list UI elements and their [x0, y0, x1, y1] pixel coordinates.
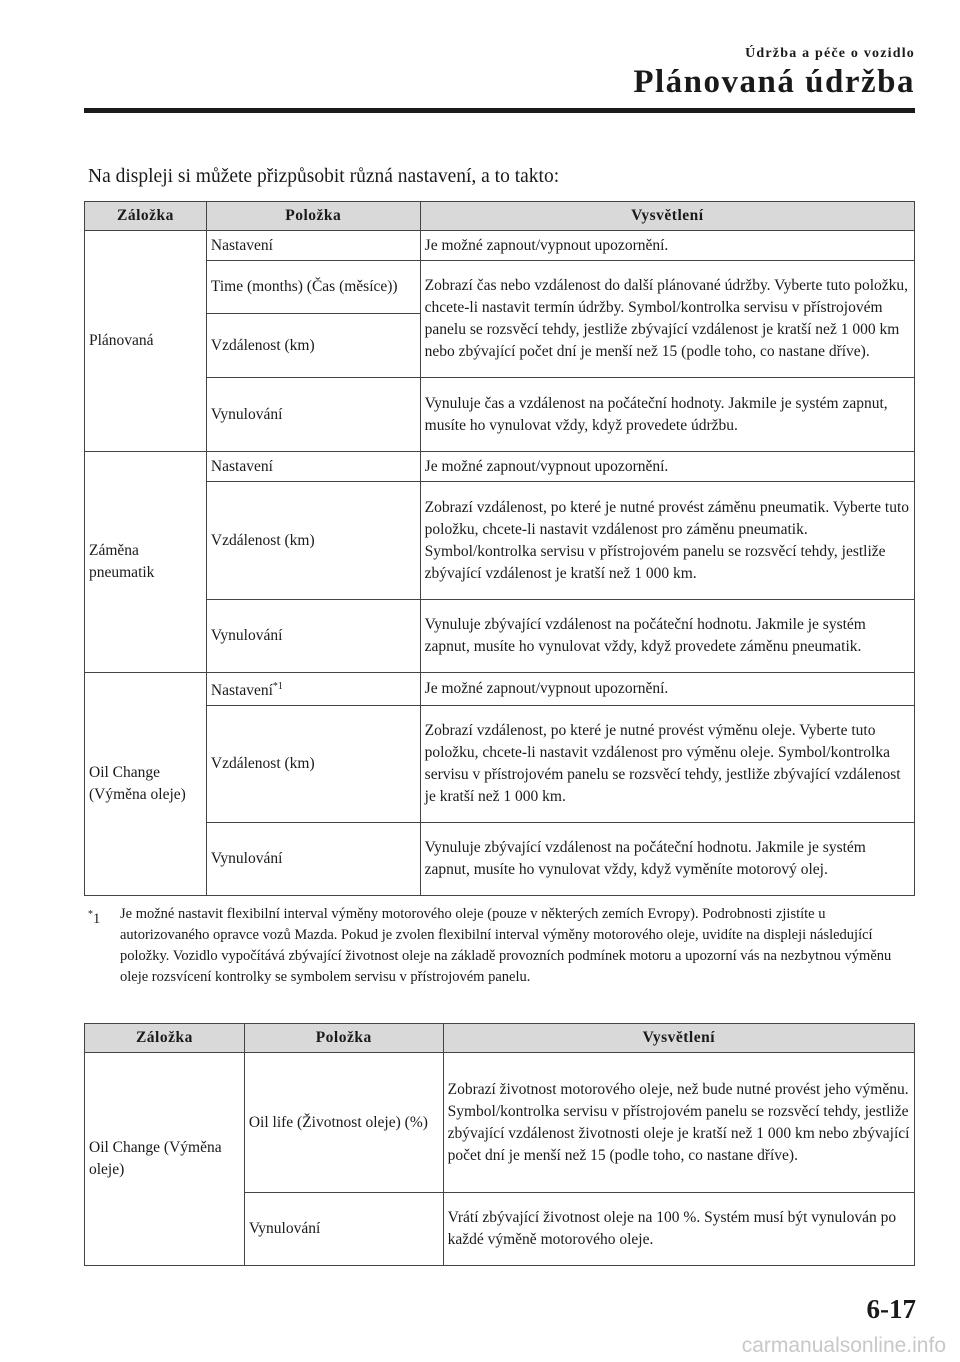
column-header-tab: Záložka — [85, 1024, 245, 1053]
table-row — [85, 673, 915, 706]
explanation-cell: Vrátí zbývající životnost oleje na 100 %. Systém musí být vynulován po každé výměně motorového oleje. — [443, 1193, 914, 1266]
column-header-tab: Záložka — [85, 202, 207, 231]
table-row — [85, 261, 915, 314]
tab-cell: Plánovaná — [85, 231, 207, 452]
item-cell: Nastavení — [206, 452, 420, 482]
explanation-cell: Je možné zapnout/vypnout upozornění. — [420, 231, 914, 261]
table-header-row — [85, 1024, 915, 1053]
footnote — [88, 904, 918, 988]
item-cell — [206, 673, 420, 706]
watermark: carmanualsonline.info — [741, 1334, 946, 1357]
item-cell: Oil life (Životnost oleje) (%) — [244, 1053, 443, 1193]
column-header-item: Položka — [206, 202, 420, 231]
item-cell: Vzdálenost (km) — [206, 314, 420, 378]
tab-cell: Oil Change (Výměna oleje) — [85, 1053, 245, 1266]
item-cell: Vynulování — [206, 823, 420, 896]
explanation-cell: Vynuluje zbývající vzdálenost na počáteční hodnotu. Jakmile je systém zapnut, musíte ho vynulovat vždy, když vyměníte motorový olej. — [420, 823, 914, 896]
footnote-text: Je možné nastavit flexibilní interval výměny motorového oleje (pouze v některých zemích Evropy). Podrobnosti zjistíte u autorizovaného opravce vozů Mazda. Pokud je zvolen flexibilní interval výměny motorového oleje, uvidíte na displeji následující položky. Vozidlo vypočítává zbývající životnost oleje na základě provozních podmínek motoru a upozorní vás na nezbytnou výměnu oleje rozsvícení kontrolky se symbolem servisu v přístrojovém panelu. — [120, 906, 892, 985]
item-cell: Vynulování — [244, 1193, 443, 1266]
explanation-cell: Zobrazí vzdálenost, po které je nutné provést výměnu oleje. Vyberte tuto položku, chcete-li nastavit vzdálenost pro výměnu oleje. Symbol/kontrolka servisu v přístrojovém panelu se rozsvěcí tehdy, jestliže zbývající vzdálenost je kratší než 1 000 km. — [420, 706, 914, 823]
section-title: Údržba a péče o vozidlo — [745, 46, 915, 61]
item-cell: Vynulování — [206, 378, 420, 452]
column-header-explanation: Vysvětlení — [420, 202, 914, 231]
item-cell: Vzdálenost (km) — [206, 482, 420, 600]
item-cell: Vynulování — [206, 600, 420, 673]
header-rule — [84, 108, 915, 113]
table-header-row — [85, 202, 915, 231]
tab-cell: Záměna pneumatik — [85, 452, 207, 673]
page-number: 6-17 — [866, 1294, 916, 1324]
column-header-item: Položka — [244, 1024, 443, 1053]
item-cell: Time (months) (Čas (měsíce)) — [206, 261, 420, 314]
footnote-marker: *1 — [88, 909, 101, 927]
settings-table — [84, 201, 915, 896]
explanation-cell: Zobrazí životnost motorového oleje, než bude nutné provést jeho výměnu. Symbol/kontrolka servisu v přístrojovém panelu se rozsvěcí tehdy, jestliže zbývající vzdálenost životnosti oleje je kratší než 1 000 km nebo zbývající počet dní je menší než 15 (podle toho, co nastane dříve). — [443, 1053, 914, 1193]
table-row — [85, 706, 915, 823]
column-header-explanation: Vysvětlení — [443, 1024, 914, 1053]
table-row — [85, 378, 915, 452]
table-row — [85, 231, 915, 261]
explanation-cell: Vynuluje čas a vzdálenost na počáteční hodnoty. Jakmile je systém zapnut, musíte ho vynulovat vždy, když provedete údržbu. — [420, 378, 914, 452]
item-label: Nastavení — [210, 682, 273, 700]
page-title: Plánovaná údržba — [633, 64, 915, 100]
explanation-cell: Vynuluje zbývající vzdálenost na počáteční hodnotu. Jakmile je systém zapnut, musíte ho vynulovat vždy, když provedete záměnu pneumatik. — [420, 600, 914, 673]
explanation-cell: Je možné zapnout/vypnout upozornění. — [420, 673, 914, 706]
explanation-cell: Je možné zapnout/vypnout upozornění. — [420, 452, 914, 482]
table-row — [85, 452, 915, 482]
oil-life-table — [84, 1023, 915, 1266]
explanation-cell: Zobrazí vzdálenost, po které je nutné provést záměnu pneumatik. Vyberte tuto položku, chcete-li nastavit vzdálenost pro záměnu pneumatik. Symbol/kontrolka servisu v přístrojovém panelu se rozsvěcí tehdy, jestliže zbývající vzdálenost je kratší než 1 000 km. — [420, 482, 914, 600]
item-cell: Nastavení — [206, 231, 420, 261]
intro-text: Na displeji si můžete přizpůsobit různá nastavení, a to takto: — [88, 166, 560, 187]
explanation-cell: Zobrazí čas nebo vzdálenost do další plánované údržby. Vyberte tuto položku, chcete-li nastavit termín údržby. Symbol/kontrolka servisu v přístrojovém panelu se rozsvěcí tehdy, jestliže zbývající vzdálenost je kratší než 1 000 km nebo zbývající počet dní je menší než 15 (podle toho, co nastane dříve). — [420, 261, 914, 378]
footnote-reference: *1 — [272, 681, 283, 692]
table-row — [85, 600, 915, 673]
table-row — [85, 1053, 915, 1193]
table-row — [85, 482, 915, 600]
tab-cell: Oil Change (Výměna oleje) — [85, 673, 207, 896]
item-cell: Vzdálenost (km) — [206, 706, 420, 823]
table-row — [85, 823, 915, 896]
